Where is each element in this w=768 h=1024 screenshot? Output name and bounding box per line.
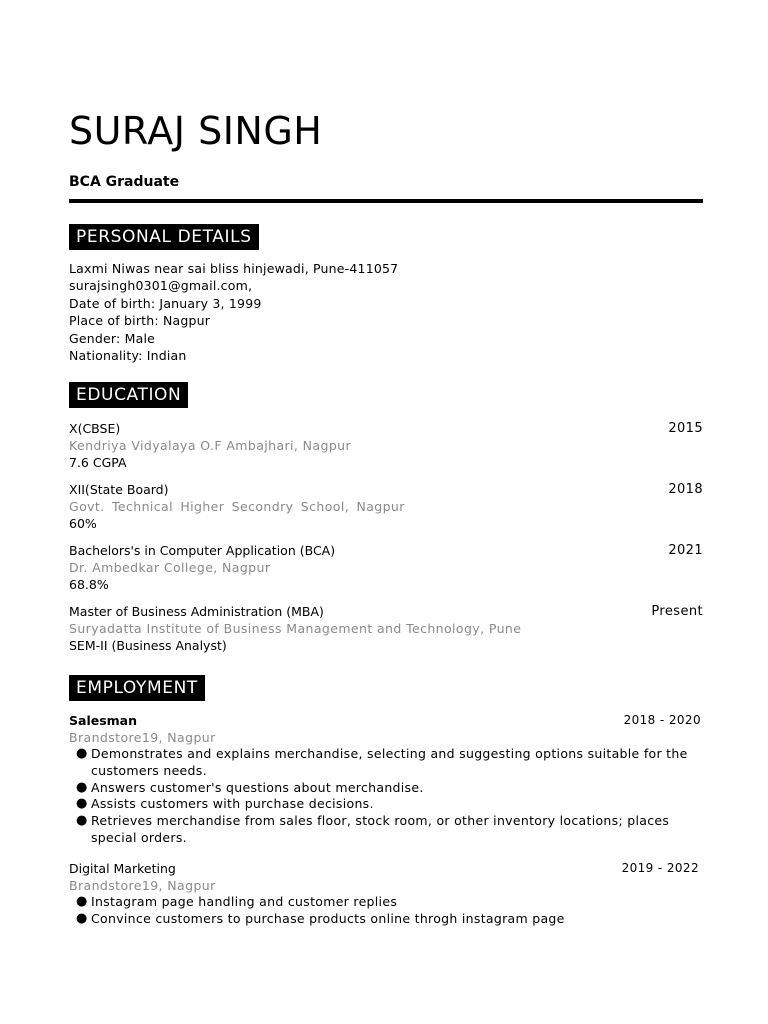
candidate-name: SURAJ SINGH (69, 109, 323, 153)
education-school: Kendriya Vidyalaya O.F Ambajhari, Nagpur (69, 438, 352, 453)
job-period: 2019 - 2022 (621, 861, 699, 875)
education-degree: XII(State Board) (69, 482, 169, 497)
header-divider (69, 199, 703, 203)
resume-page (69, 0, 703, 1024)
employment-entry (69, 860, 703, 928)
duty-text: Demonstrates and explains merchandise, selecting and suggesting options suitable for the customers needs. (91, 746, 688, 778)
education-school: Govt. Technical Higher Secondry School, Nagpur (69, 499, 405, 514)
education-year: 2015 (668, 421, 703, 436)
pob-text: Place of birth: Nagpur (69, 313, 211, 329)
job-title: Salesman (69, 713, 137, 728)
duty-text: Instagram page handling and customer replies (91, 894, 398, 909)
duty-text: Convince customers to purchase products online throgh instagram page (91, 910, 565, 926)
personal-details (69, 260, 398, 364)
gender-text: Gender: Male (69, 330, 156, 346)
education-degree: X(CBSE) (69, 421, 121, 436)
education-school: Suryadatta Institute of Business Management and Technology, Pune (69, 621, 522, 636)
education-school: Dr. Ambedkar College, Nagpur (69, 560, 271, 575)
email-text: surajsingh0301@gmail.com, (69, 278, 253, 294)
education-entry (69, 420, 703, 471)
list-item (69, 796, 703, 813)
education-grade: SEM-II (Business Analyst) (69, 638, 227, 653)
education-entry (69, 603, 703, 654)
duty-text: Assists customers with purchase decisions. (91, 796, 374, 812)
section-title-education: EDUCATION (69, 382, 188, 408)
bullet-icon: ● (76, 746, 88, 761)
job-title: Digital Marketing (69, 861, 176, 876)
job-duties-list (69, 894, 703, 928)
bullet-icon: ● (76, 813, 88, 829)
bullet-icon: ● (76, 894, 88, 909)
list-item (69, 911, 703, 928)
duty-text: Retrieves merchandise from sales floor, stock room, or other inventory locations; places special orders. (91, 813, 670, 845)
bullet-icon: ● (76, 796, 88, 812)
education-degree: Master of Business Administration (MBA) (69, 604, 324, 619)
education-grade: 60% (69, 516, 97, 531)
duty-text: Answers customer's questions about merchandise. (91, 779, 424, 795)
list-item (69, 746, 703, 780)
section-title-personal: PERSONAL DETAILS (69, 224, 259, 250)
education-entry (69, 481, 703, 532)
education-grade: 7.6 CGPA (69, 455, 127, 470)
employment-entry (69, 712, 703, 847)
education-entry (69, 542, 703, 593)
job-duties-list (69, 746, 703, 847)
education-year: Present (651, 604, 703, 619)
section-title-employment: EMPLOYMENT (69, 675, 205, 701)
job-company: Brandstore19, Nagpur (69, 730, 216, 745)
list-item (69, 780, 703, 797)
candidate-headline: BCA Graduate (69, 174, 180, 190)
address-text: Laxmi Niwas near sai bliss hinjewadi, Pune-411057 (69, 261, 399, 276)
education-degree: Bachelors's in Computer Application (BCA) (69, 543, 336, 558)
list-item (69, 894, 703, 911)
job-company: Brandstore19, Nagpur (69, 878, 216, 893)
education-grade: 68.8% (69, 577, 109, 592)
nationality-text: Nationality: Indian (69, 348, 187, 364)
education-year: 2021 (668, 543, 703, 558)
bullet-icon: ● (76, 779, 88, 795)
bullet-icon: ● (76, 910, 88, 926)
job-period: 2018 - 2020 (623, 713, 701, 727)
dob-text: Date of birth: January 3, 1999 (69, 295, 262, 311)
list-item (69, 813, 703, 847)
education-year: 2018 (668, 482, 703, 497)
